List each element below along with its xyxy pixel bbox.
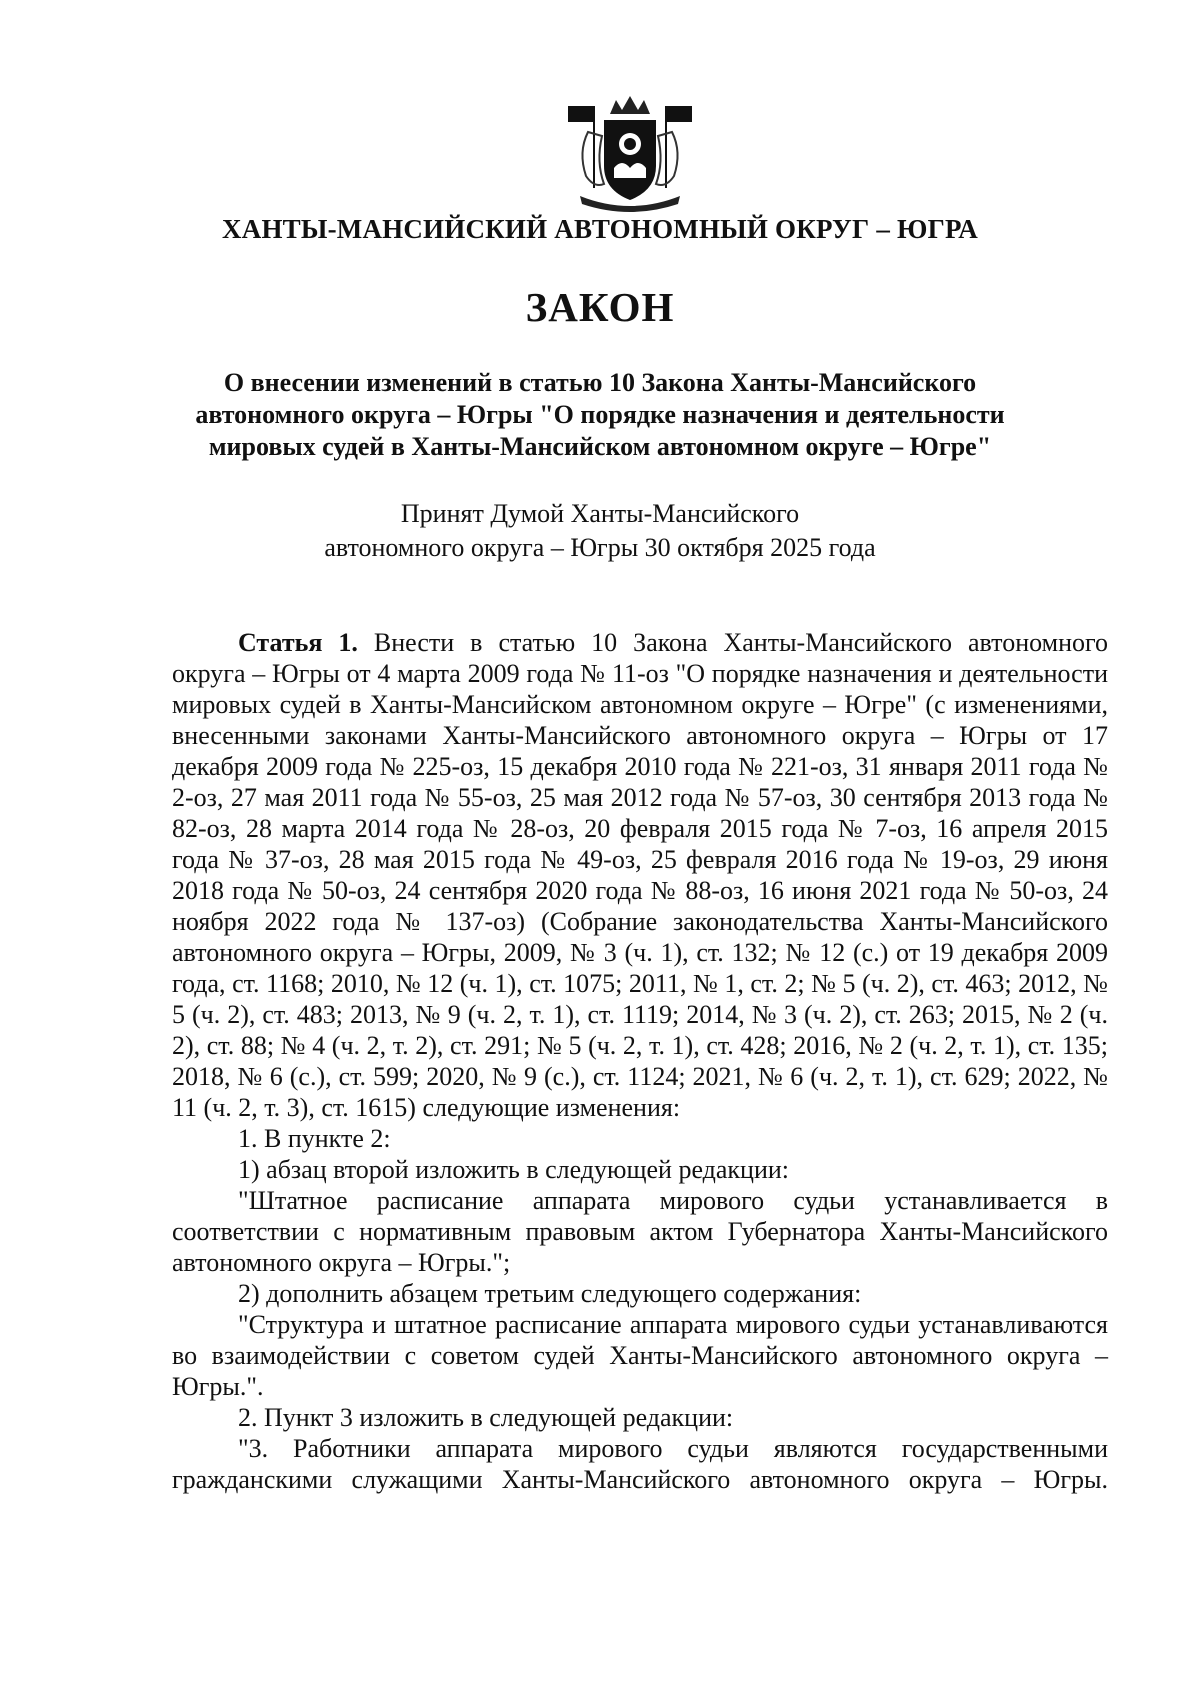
paragraph: "3. Работники аппарата мирового судьи являются государственными гражданскими служащими Ханты-Мансийского автономного округа – Югры. — [172, 1434, 1108, 1494]
law-subject — [180, 367, 1020, 463]
paragraph: "Структура и штатное расписание аппарата мирового судьи устанавливаются во взаимодействии с советом судей Ханты-Мансийского автономного округа – Югры.". — [172, 1310, 1108, 1401]
region-title: ХАНТЫ-МАНСИЙСКИЙ АВТОНОМНЫЙ ОКРУГ – ЮГРА — [222, 214, 978, 244]
adoption-line: Принят Думой Ханты-Мансийского — [400, 499, 800, 528]
paragraph: 2. Пункт 3 изложить в следующей редакции: — [238, 1403, 734, 1432]
adoption-line: автономного округа – Югры 30 октября 2025 года — [324, 533, 876, 562]
paragraph: 1) абзац второй изложить в следующей редакции: — [238, 1155, 790, 1184]
adoption-note — [200, 497, 1000, 565]
document-type: ЗАКОН — [525, 284, 675, 330]
article-label: Статья 1. — [238, 628, 358, 657]
paragraph: 2) дополнить абзацем третьим следующего содержания: — [238, 1279, 862, 1308]
law-subject-line: мировых судей в Ханты-Мансийском автономном округе – Югре" — [208, 432, 992, 461]
coat-of-arms-icon — [560, 92, 700, 220]
article-body — [172, 627, 1108, 1495]
law-subject-line: автономного округа – Югры "О порядке назначения и деятельности — [195, 400, 1005, 429]
law-subject-line: О внесении изменений в статью 10 Закона Ханты-Мансийского — [223, 368, 977, 397]
article-intro-text: Внести в статью 10 Закона Ханты-Мансийского автономного округа – Югры от 4 марта 2009 года № 11-оз "О порядке назначения и деятельности мировых судей в Ханты-Мансийском автономном округе – Югре" (с изменениями, внесенными законами Ханты-Мансийского автономного округа – Югры от 17 декабря 2009 года № 225-оз, 15 декабря 2010 года № 221-оз, 31 января 2011 года № 2-оз, 27 мая 2011 года № 55-оз, 25 мая 2012 года № 57-оз, 30 сентября 2013 года № 82-оз, 28 марта 2014 года № 28-оз, 20 февраля 2015 года № 7-оз, 16 апреля 2015 года № 37-оз, 28 мая 2015 года № 49-оз, 25 февраля 2016 года № 19-оз, 29 июня 2018 года № 50-оз, 24 сентября 2020 года № 88-оз, 16 июня 2021 года № 50-оз, 24 ноября 2022 года № 137-оз) (Собрание законодательства Ханты-Мансийского автономного округа – Югры, 2009, № 3 (ч. 1), ст. 132; № 12 (с.) от 19 декабря 2009 года, ст. 1168; 2010, № 12 (ч. 1), ст. 1075; 2011, № 1, ст. 2; № 5 (ч. 2), ст. 463; 2012, № 5 (ч. 2), ст. 483; 2013, № 9 (ч. 2, т. 1), ст. 1119; 2014, № 3 (ч. 2), ст. 263; 2015, № 2 (ч. 2), ст. 88; № 4 (ч. 2, т. 2), ст. 291; № 5 (ч. 2, т. 1), ст. 428; 2016, № 2 (ч. 2, т. 1), ст. 135; 2018, № 6 (с.), ст. 599; 2020, № 9 (с.), ст. 1124; 2021, № 6 (ч. 2, т. 1), ст. 629; 2022, № 11 (ч. 2, т. 3), ст. 1615) следующие изменения: — [172, 628, 1108, 1122]
paragraph: "Штатное расписание аппарата мирового судьи устанавливается в соответствии с нормативным правовым актом Губернатора Ханты-Мансийского автономного округа – Югры."; — [172, 1186, 1108, 1277]
paragraph: 1. В пункте 2: — [238, 1124, 391, 1153]
article-intro — [172, 627, 1108, 1123]
